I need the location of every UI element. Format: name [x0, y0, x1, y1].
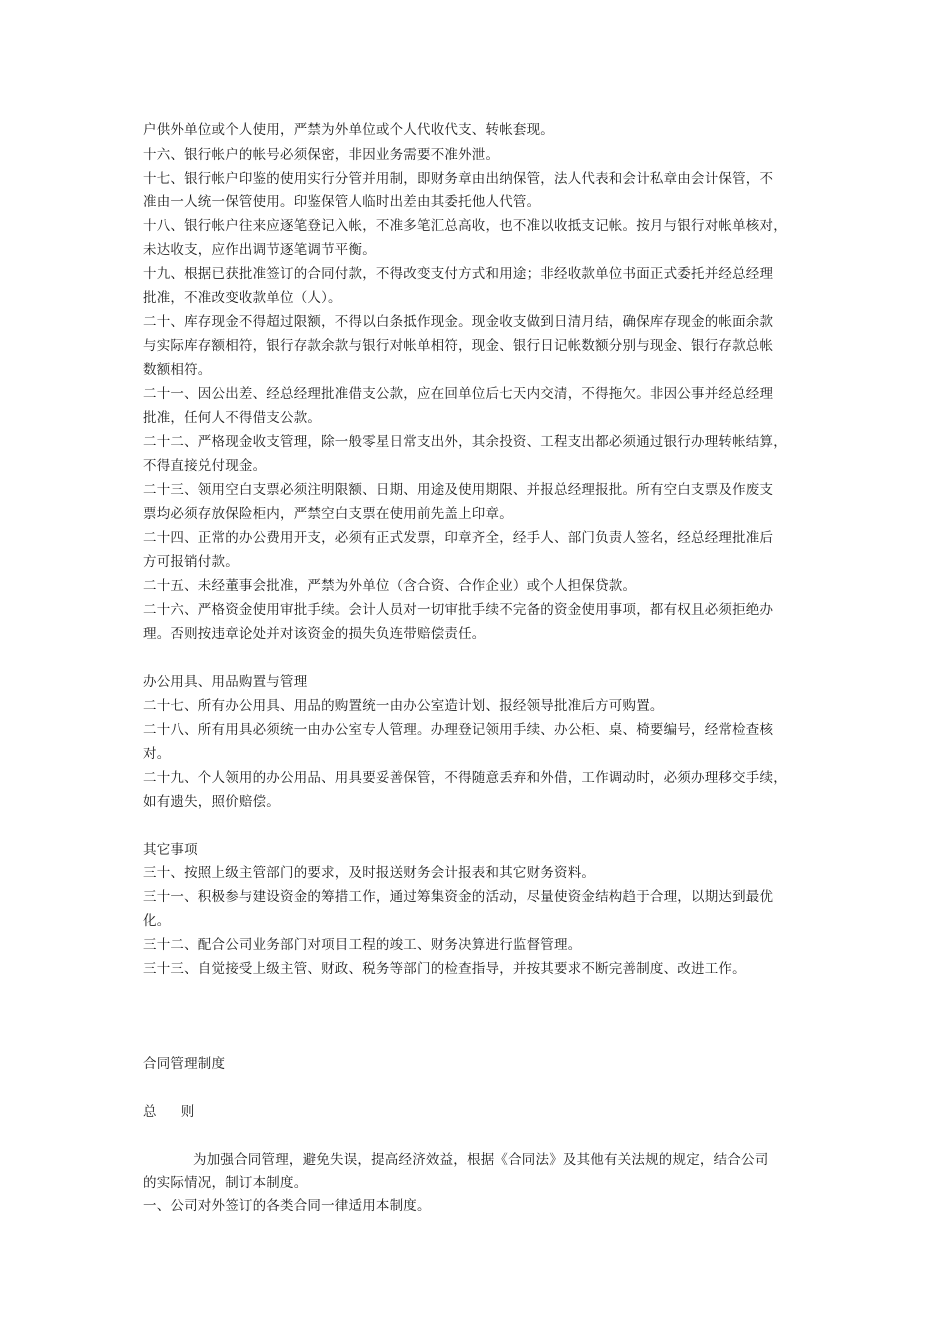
text-line: 二十八、所有用具必须统一由办公室专人管理。办理登记领用手续、办公柜、桌、椅要编号，经常检查核	[143, 722, 774, 738]
text-line: 二十二、严格现金收支管理，除一般零星日常支出外，其余投资、工程支出都必须通过银行办理转帐结算，	[143, 434, 787, 450]
text-line: 与实际库存额相符，银行存款余款与银行对帐单相符，现金、银行日记帐数额分别与现金、银行存款总帐	[143, 338, 774, 354]
text-line: 三十二、配合公司业务部门对项目工程的竣工、财务决算进行监督管理。	[143, 937, 582, 953]
general-heading-right: 则	[180, 1104, 195, 1120]
document-title: 合同管理制度	[143, 1056, 226, 1072]
text-line: 十八、银行帐户往来应逐笔登记入帐，不准多笔汇总高收，也不准以收抵支记帐。按月与银行对帐单核对，	[143, 218, 787, 234]
text-line: 准由一人统一保管使用。印鉴保管人临时出差由其委托他人代管。	[143, 194, 541, 210]
text-line: 十七、银行帐户印鉴的使用实行分管并用制，即财务章由出纳保管，法人代表和会计私章由会计保管，不	[143, 171, 774, 187]
text-line: 十九、根据已获批准签订的合同付款，不得改变支付方式和用途；非经收款单位书面正式委托并经总经理	[143, 266, 774, 282]
text-line: 二十、库存现金不得超过限额，不得以白条抵作现金。现金收支做到日清月结，确保库存现金的帐面余款	[143, 314, 774, 330]
section-heading: 其它事项	[143, 842, 198, 858]
text-line: 对。	[143, 746, 171, 762]
general-heading-left: 总	[143, 1104, 157, 1120]
text-line: 理。否则按违章论处并对该资金的损失负连带赔偿责任。	[143, 626, 486, 642]
text-line: 二十九、个人领用的办公用品、用具要妥善保管，不得随意丢弃和外借，工作调动时，必须办理移交手续，	[143, 770, 787, 786]
text-line: 批准，不准改变收款单位（人）。	[143, 290, 342, 306]
text-line: 方可报销付款。	[143, 554, 239, 570]
text-line: 户供外单位或个人使用，严禁为外单位或个人代收代支、转帐套现。	[143, 122, 554, 138]
text-line: 不得直接兑付现金。	[143, 458, 267, 474]
text-line: 二十五、未经董事会批准，严禁为外单位（含合资、合作企业）或个人担保贷款。	[143, 578, 637, 594]
text-line: 的实际情况，制订本制度。	[143, 1175, 308, 1191]
text-line: 二十三、领用空白支票必须注明限额、日期、用途及使用期限、并报总经理报批。所有空白支票及作废支	[143, 482, 774, 498]
text-line: 三十一、积极参与建设资金的筹措工作，通过筹集资金的活动，尽量使资金结构趋于合理，以期达到最优	[143, 889, 774, 905]
text-line: 如有遗失，照价赔偿。	[143, 794, 280, 810]
text-line: 批准，任何人不得借支公款。	[143, 410, 322, 426]
text-line: 一、公司对外签订的各类合同一律适用本制度。	[143, 1198, 431, 1214]
text-line: 二十六、严格资金使用审批手续。会计人员对一切审批手续不完备的资金使用事项，都有权且必须拒绝办	[143, 602, 774, 618]
text-line: 十六、银行帐户的帐号必须保密，非因业务需要不准外泄。	[143, 147, 500, 163]
text-line: 未达收支，应作出调节逐笔调节平衡。	[143, 242, 376, 258]
text-line: 票均必须存放保险柜内，严禁空白支票在使用前先盖上印章。	[143, 506, 513, 522]
text-line: 三十、按照上级主管部门的要求，及时报送财务会计报表和其它财务资料。	[143, 865, 596, 881]
section-heading: 办公用具、用品购置与管理	[143, 674, 308, 690]
text-line: 二十一、因公出差、经总经理批准借支公款，应在回单位后七天内交清，不得拖欠。非因公事并经总经理	[143, 386, 774, 402]
text-line: 数额相符。	[143, 362, 212, 378]
text-line: 二十七、所有办公用具、用品的购置统一由办公室造计划、报经领导批准后方可购置。	[143, 698, 664, 714]
general-heading	[143, 1102, 194, 1122]
text-line: 化。	[143, 913, 171, 929]
text-line: 为加强合同管理，避免失误，提高经济效益，根据《合同法》及其他有关法规的规定，结合公司	[193, 1152, 769, 1168]
text-line: 二十四、正常的办公费用开支，必须有正式发票，印章齐全，经手人、部门负责人签名，经总经理批准后	[143, 530, 774, 546]
text-line: 三十三、自觉接受上级主管、财政、税务等部门的检查指导，并按其要求不断完善制度、改进工作。	[143, 961, 746, 977]
